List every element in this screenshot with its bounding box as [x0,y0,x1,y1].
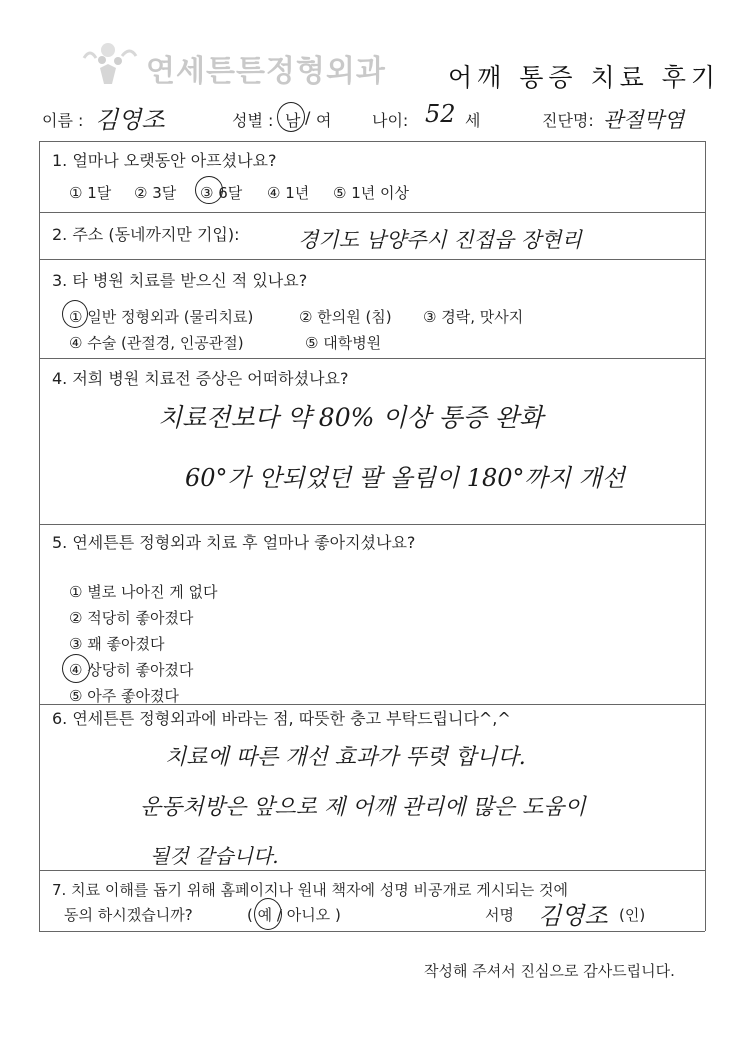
gender-female: 여 [316,111,332,130]
q1-question: 1. 얼마나 오랫동안 아프셨나요? [52,151,277,170]
q3-selected-circle [62,300,88,328]
table-border-bottom [39,931,705,932]
thanks-message: 작성해 주셔서 진심으로 감사드립니다. [424,962,675,980]
q7-question-line-2: 동의 하시겠습니까? [64,906,193,924]
diagnosis-label: 진단명: [542,111,594,130]
q5-question: 5. 연세튼튼 정형외과 치료 후 얼마나 좋아지셨나요? [52,533,416,552]
q4-question: 4. 저희 병원 치료전 증상은 어떠하셨나요? [52,369,349,388]
q7-question-line-1: 7. 치료 이해를 돕기 위해 홈페이지나 원내 책자에 성명 비공개로 게시되는 것에 [52,881,568,899]
q7-consent-choice: ( 예 / 아니오 ) [247,906,341,924]
q3-option-4: ④ 수술 (관절경, 인공관절) [69,334,244,352]
logo-figure-icon [78,40,140,90]
divider-q7 [39,870,705,871]
q6-answer-line-2: 운동처방은 앞으로 제 어깨 관리에 많은 도움이 [140,795,586,820]
q5-option-1: ① 별로 나아진 게 없다 [69,583,218,601]
q1-option-4: ④ 1년 [267,184,310,202]
q6-question: 6. 연세튼튼 정형외과에 바라는 점, 따뜻한 충고 부탁드립니다^,^ [52,709,511,728]
q5-option-3: ③ 꽤 좋아졌다 [69,635,165,653]
divider-q4 [39,358,705,359]
q1-option-2: ② 3달 [134,184,177,202]
divider-q2 [39,212,705,213]
table-border-right [705,141,706,931]
divider-q3 [39,259,705,260]
q6-answer-line-1: 치료에 따른 개선 효과가 뚜렷 합니다. [165,745,526,770]
q3-option-2: ② 한의원 (침) [299,308,392,326]
q4-answer-line-1: 치료전보다 약 80% 이상 통증 완화 [158,403,544,432]
table-border-top [39,141,705,142]
q3-question: 3. 타 병원 치료를 받으신 적 있나요? [52,271,308,290]
q3-option-1: ① 일반 정형외과 (물리치료) [69,308,254,326]
gender-male-circle [277,102,305,132]
gender-label: 성별 : [232,111,274,130]
q6-answer-line-3: 될것 같습니다. [150,844,279,868]
q3-option-5: ⑤ 대학병원 [305,334,382,352]
q2-answer: 경기도 남양주시 진접읍 장현리 [298,228,582,252]
page-title: 어깨 통증 치료 후기 [448,63,721,92]
q5-option-5: ⑤ 아주 좋아졌다 [69,687,179,705]
q7-selected-circle [254,898,282,930]
gender-separator: / [305,108,311,127]
signature-label: 서명 [485,906,514,924]
table-border-left [39,141,40,931]
q3-option-3: ③ 경락, 맛사지 [423,308,524,326]
age-value: 52 [425,100,456,128]
age-unit: 세 [465,111,481,130]
q1-option-1: ① 1달 [69,184,112,202]
signature-value: 김영조 [538,902,608,930]
age-label: 나이: [372,111,409,130]
gender-male: 남 [285,111,301,130]
q5-option-4: ④ 상당히 좋아졌다 [69,661,194,679]
clinic-logo [78,40,398,90]
q1-option-5: ⑤ 1년 이상 [333,184,409,202]
name-value: 김영조 [95,106,165,134]
q1-selected-circle [195,176,223,204]
q2-question: 2. 주소 (동네까지만 기입): [52,225,240,244]
clinic-name: 연세튼튼정형외과 [146,54,386,89]
q5-option-2: ② 적당히 좋아졌다 [69,609,194,627]
diagnosis-value: 관절막염 [603,108,685,132]
q5-selected-circle [62,654,90,683]
divider-q5 [39,524,705,525]
name-label: 이름 : [42,111,84,130]
q1-option-3: ③ 6달 [200,184,243,202]
signature-seal: (인) [619,906,646,924]
q4-answer-line-2: 60°가 안되었던 팔 올림이 180°까지 개선 [185,464,625,492]
